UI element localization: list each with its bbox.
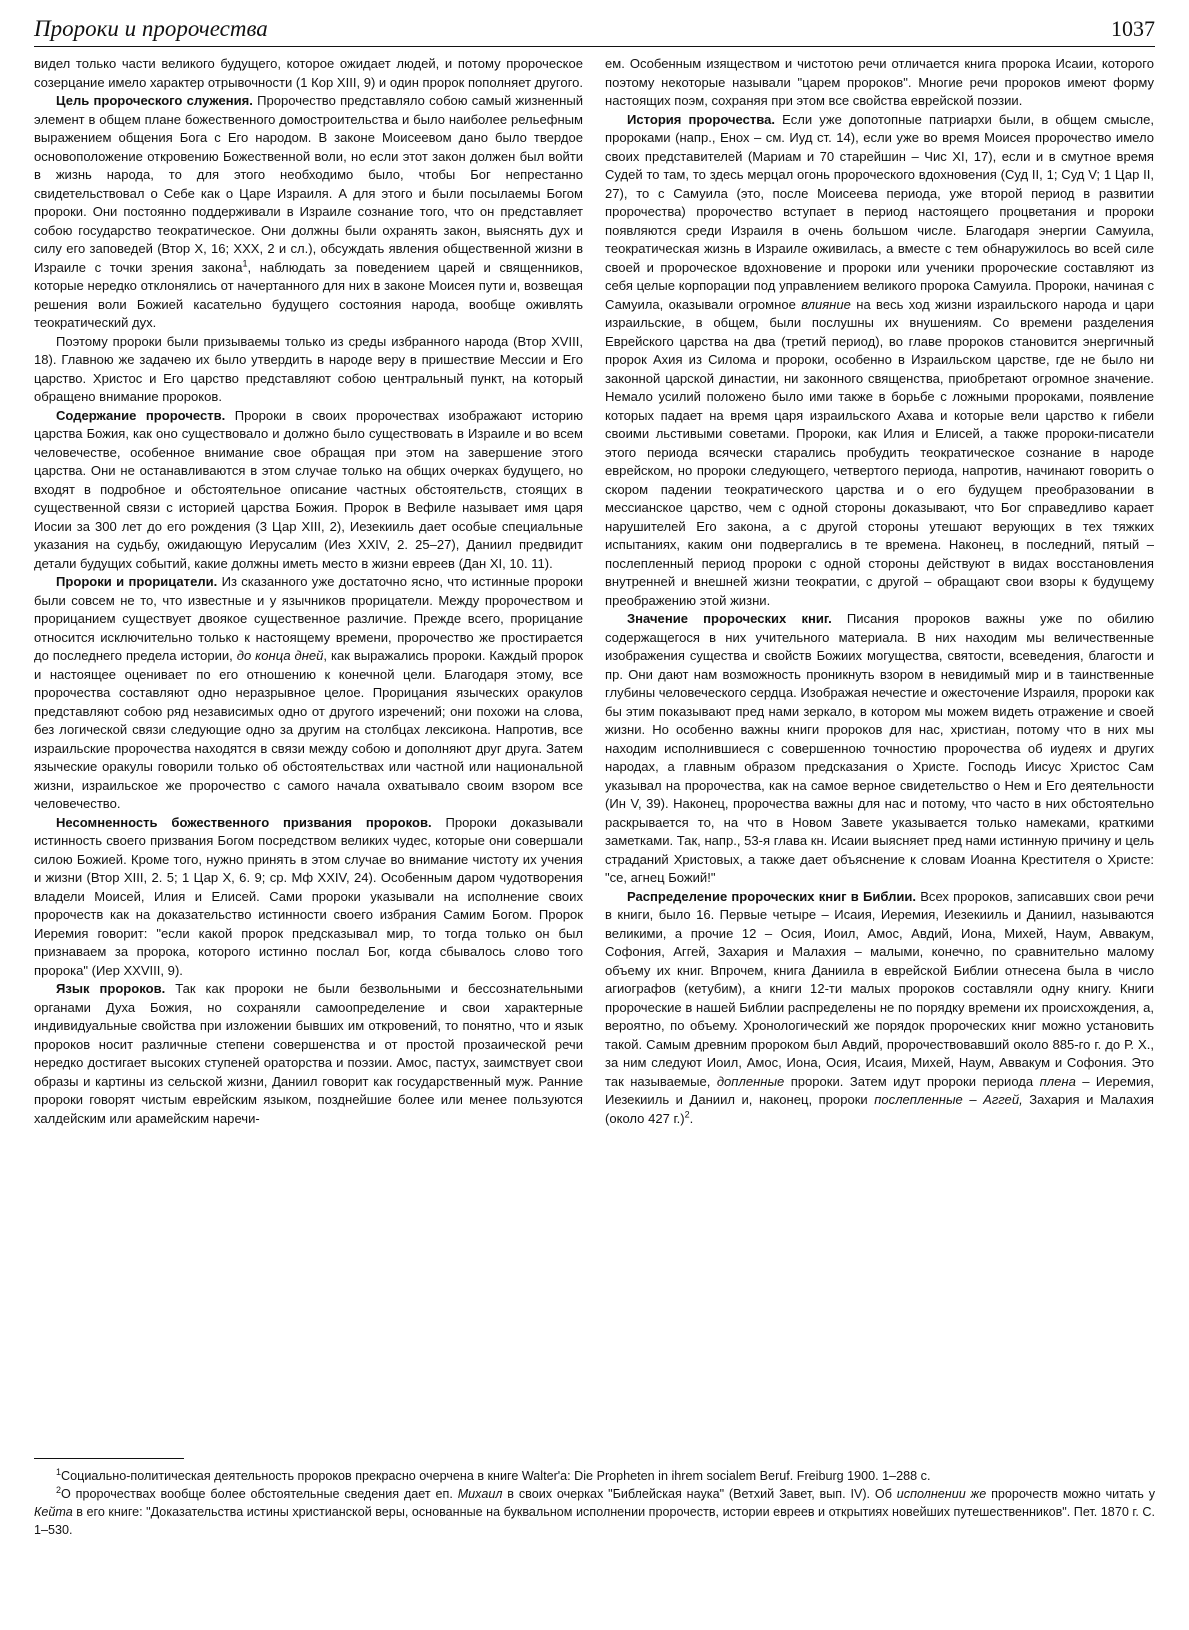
footnote-2: $^2$О пророчествах вообще более обстоятельные сведения дает еп. Михаил в своих очерках "Библейская наука" (Ветхий Завет, вып. IV). Об исполнении же пророчеств можно читать у Кейта в его книге: "Доказательства истины христианской веры, основанные на буквальном исполнении пророчеств, истории евреев и открытиях новейших путешественников". Пет. 1870 г. С. 1–530.: [34, 1484, 1156, 1537]
section-heading: Несомненность божественного призвания пророков.: [56, 814, 432, 830]
paragraph: ем. Особенным изяществом и чистотою речи отличается книга пророка Исаии, которого поэтому некоторые называли "царем пророков". Многие речи пророков имеют форму настоящих поэм, сохраняя при этом все свойства еврейской поэзии.: [605, 56, 1154, 108]
footnote-mark: 1: [56, 1466, 62, 1477]
section-heading: Цель пророческого служения.: [56, 93, 253, 108]
paragraph: Пророки и прорицатели. Из сказанного уже достаточно ясно, что истинные пророки были совсем не то, что известные и у язычников прорицатели. Между пророчеством и прорицанием существует двоякое существенное различие. Прежде всего, прорицание относится исключительно только к настоящему времени, пророчество же простирается до последнего предела истории, до конца дней, как выражались пророки. Каждый пророк и настоящее оценивает по его отношению к конечной цели. Благодаря этому, все пророчества составляют одно неразрывное целое. Прорицания языческих оракулов представляют собою ряд независимых одно от другого изречений; они похожи на слова, без логической связи следующие одно за другим на столбцах лексикона. Напротив, все израильские пророчества находятся в связи между собою и дополняют друг друга. Затем языческие оракулы говорили только об обстоятельствах или частной или национальной жизни, израильское же пророчество с самого начала охватывало своим взором все человечество.: [34, 574, 583, 811]
section-heading: Значение пророческих книг.: [627, 611, 832, 626]
paragraph: Несомненность божественного призвания пророков. Пророки доказывали истинность своего призвания Богом посредством великих чудес, которые они совершали силою Божией. Кроме того, нужно принять в этом случае во внимание чистоту их учения и жизни (Втор XIII, 2. 5; 1 Цар X, 6. 9; ср. Мф XXIV, 24). Особенным даром чудотворения владели Моисей, Илия и Елисей. Сами пророки указывали на исполнение своих пророчеств как на доказательство истинности своего избрания Самим Богом. Пророк Иеремия говорит: "если какой пророк предсказывал мир, то тогда только он был признаваем за пророка, которого истинно послал Бог, когда сбывалось слово того пророка" (Иер XXVIII, 9).: [34, 814, 584, 978]
paragraph: История пророчества. Если уже допотопные патриархи были, в общем смысле, пророками (напр., Енох – см. Иуд ст. 14), если уже во время Моисея пророчество имело своих представителей (Мариам и 70 старейшин – Чис XI, 17), если и в смутное время Судей то там, то здесь мерцал огонь пророческого вдохновения (Суд II, 1; Суд V; 1 Цар II, 27), то с Самуила (это, после Моисеева периода, уже второй период в развитии пророчества) пророчество вступает в период настоящего процветания и пророки появляются среди Израиля в очень большом числе. Благодаря энергии Самуила, теократическая жизнь в Израиле оживилась, а вместе с тем обнаружилось во всей силе своей и пророческое вдохновение и пророки или ученики пророческие составляют из себя целые корпорации под управлением великого пророка Самуила. Пророки, начиная с Самуила, оказывали огромное влияние на весь ход жизни израильского народа и цари израильские, в общем, были послушны их внушениям. Со времени разделения Еврейского царства на два (третий период), во главе пророков становится энергичный пророк Ахия из Силома и пророки, особенно в Израильском царстве, где не было ни законной царской династии, ни законного священства, приобретают огромное значение. Немало усилий положено было ими также в борьбе с ложными пророками, появление которых падает на время царя израильского Ахава и которые вели царство к гибели своими льстивыми советами. Пророки, как Илия и Елисей, а также пророки-писатели этого периода всячески старались пробудить теократическое сознание в народе еврейском, но пророки следующего, четвертого периода, напротив, начинают говорить о скором падении теократического царства и о его будущем преобразовании в мессианское царство, чем с одной стороны доказывают, что Бог справедливо карает нарушителей Его закона, а с другой стороны утешают верующих в тех тяжких испытаниях, каким они подвергались в те времена. Наконец, в последний, пятый – послепленный период пророки с одной стороны действуют в видах восстановления внутренней и внешней жизни теократии, с другой – обращают свои взоры к будущему преображению этой жизни.: [605, 111, 1155, 608]
section-heading: История пророчества.: [627, 111, 776, 127]
right-column: [605, 55, 1154, 1128]
running-title: Пророки и пророчества: [34, 16, 268, 41]
paragraph: Значение пророческих книг. Писания пророков важны уже по обилию содержащегося в них учительного материала. В них находим мы величественные изображения существа и свойств Божиих могущества, святости, всеведения, благости и пр. Они дают нам возможность проникнуть взором в невидимый мир и в таинственные глубины человеческого сердца. Изображая нечестие и ожесточение Израиля, пророки как бы этим показывают пред нами зеркало, в котором мы можем видеть отражение и своей жизни. Но особенно важны книги пророков для нас, христиан, потому что в них мы находим исполнившиеся с совершенною точностию пророчества об иудеях и других народах, а главным образом предсказания о Христе. Господь Иисус Христос Сам указывал на пророчества, как на самое верное свидетельство о Нем и Его деятельности (Ин V, 39). Наконец, пророчества важны для нас и потому, что часто в них обстоятельно раскрывается то, на что в Новом Завете указывается только намеками, краткими заметками. Так, напр., 53-я глава кн. Исаии выясняет пред нами истинную причину и цель страданий Христовых, а также дает объяснение к словам Иоанна Крестителя о Христе: "се, агнец Божий!": [605, 611, 1155, 885]
page-number: 1037: [1111, 16, 1155, 41]
section-heading: Пророки и прорицатели.: [56, 574, 218, 589]
section-heading: Язык пророков.: [56, 981, 166, 996]
footnote-ref[interactable]: 2: [684, 1109, 690, 1120]
section-heading: Распределение пророческих книг в Библии.: [627, 888, 917, 904]
paragraph: видел только части великого будущего, которое ожидает людей, и потому пророческое созерцание имело характер отрывочности (1 Кор XIII, 9) и один пророк пополняет другого.: [34, 56, 583, 90]
page-header: [34, 16, 1155, 47]
text-columns: [34, 55, 1155, 1128]
paragraph: Распределение пророческих книг в Библии. Всех пророков, записавших свои речи в книги, было 16. Первые четыре – Исаия, Иеремия, Иезекииль и Даниил, называются великими, а прочие 12 – Осия, Иоил, Амос, Авдий, Иона, Михей, Наум, Аввакум, Софония, Аггей, Захария и Малахия – малыми, конечно, по сравнительно малому объему их книг. Впрочем, книга Даниила в еврейской Библии отнесена была в число агиографов (кетубим), а книги 12-ти малых пророков составляли одну книгу. Книги пророческие в нашей Библии распределены не по порядку времени их происхождения, а, вероятно, по объему. Хронологический же порядок пророческих книг можно установить такой. Самым древним пророком был Авдий, пророчествовавший около 885-го г. до Р. Х., за ним следуют Иоил, Амос, Иона, Осия, Исаия, Михей, Наум, Аввакум и Софония. Это так называемые, допленные пророки. Затем идут пророки периода плена – Иеремия, Иезекииль и Даниил и, наконец, пророки послепленные – Аггей, Захария и Малахия (около 427 г.)$^2$.: [605, 888, 1154, 1126]
paragraph: Цель пророческого служения. Пророчество представляло собою самый жизненный элемент в общем плане божественного домостроительства и было наиболее рельефным выражением общения Бога с Его народом. В законе Моисеевом дано было твердое основоположение откровению Божественной воли, но если этот закон должен был войти в жизнь народа, то для этого необходимо было, чтобы Бог непрестанно свидетельствовал о Себе как о Царе Израиля. А для этого и были посылаемы Богом пророки. Они постоянно поддерживали в Израиле сознание того, что он представляет собою государство теократическое. Они должны были охранять закон, выяснять дух и силу его заповедей (Втор X, 16; XXX, 2 и сл.), обсуждать явления общественной жизни в Израиле с точки зрения закона$^1$, наблюдать за поведением царей и священников, которые нередко отклонялись от начертанного для них в законе Моисея пути и, возвещая решения воли Божией касательно будущего состояния народа, вообще оживлять теократический дух.: [34, 93, 583, 330]
paragraph: Поэтому пророки были призываемы только из среды избранного народа (Втор XVIII, 18). Главною же задачею их было утвердить в народе веру в пришествие Мессии и Его царство. Христос и Его царство представляют собою центральный пункт, на который обращено внимание пророков.: [34, 333, 583, 404]
left-column: [34, 55, 583, 1128]
section-heading: Содержание пророчеств.: [56, 407, 226, 423]
paragraph: Содержание пророчеств. Пророки в своих пророчествах изображают историю царства Божия, как оно существовало и должно было существовать в Израиле и во всем человечестве, особенное внимание свое обращая при этом на завершение этого царства. Они не останавливаются в этом случае только на общих очерках будущего, но входят в подробное и обстоятельное описание частных обстоятельств, стоящих в существенной связи с историей царства Божия. Пророк в Вефиле называет имя царя Иосии за 300 лет до его рождения (3 Цар XIII, 2), Иезекииль дает особые специальные указания на судьбу, ожидающую Иерусалим (Иез XXIV, 2. 25–27), Даниил предвидит детали будущих событий, какие должны иметь место в жизни евреев (Дан XI, 10. 11).: [34, 407, 584, 571]
footnotes: [34, 1458, 1155, 1539]
footnote-ref[interactable]: 1: [242, 258, 248, 269]
footnote-mark: 2: [56, 1484, 62, 1495]
footnote-1: $^1$Социально-политическая деятельность пророков прекрасно очерчена в книге Walter'a: Die Propheten in ihrem socialem Beruf. Freiburg 1900. 1–288 с.: [56, 1466, 931, 1483]
footnote-divider: [34, 1458, 184, 1459]
paragraph: Язык пророков. Так как пророки не были безвольными и бессознательными органами Духа Божия, но сохраняли самоопределение и свои характерные индивидуальные свойства при изложении бывших им откровений, то понятно, что и язык пророков носит различные степени совершенства и от простой прозаической речи нередко достигает высоких ступеней ораторства и поэзии. Амос, пастух, заимствует свои образы и картины из сельской жизни, Даниил говорит как государственный муж. Ранние пророки говорят чистым еврейским языком, позднейшие более или менее пользуются халдейским или арамейским наречи-: [34, 981, 583, 1126]
